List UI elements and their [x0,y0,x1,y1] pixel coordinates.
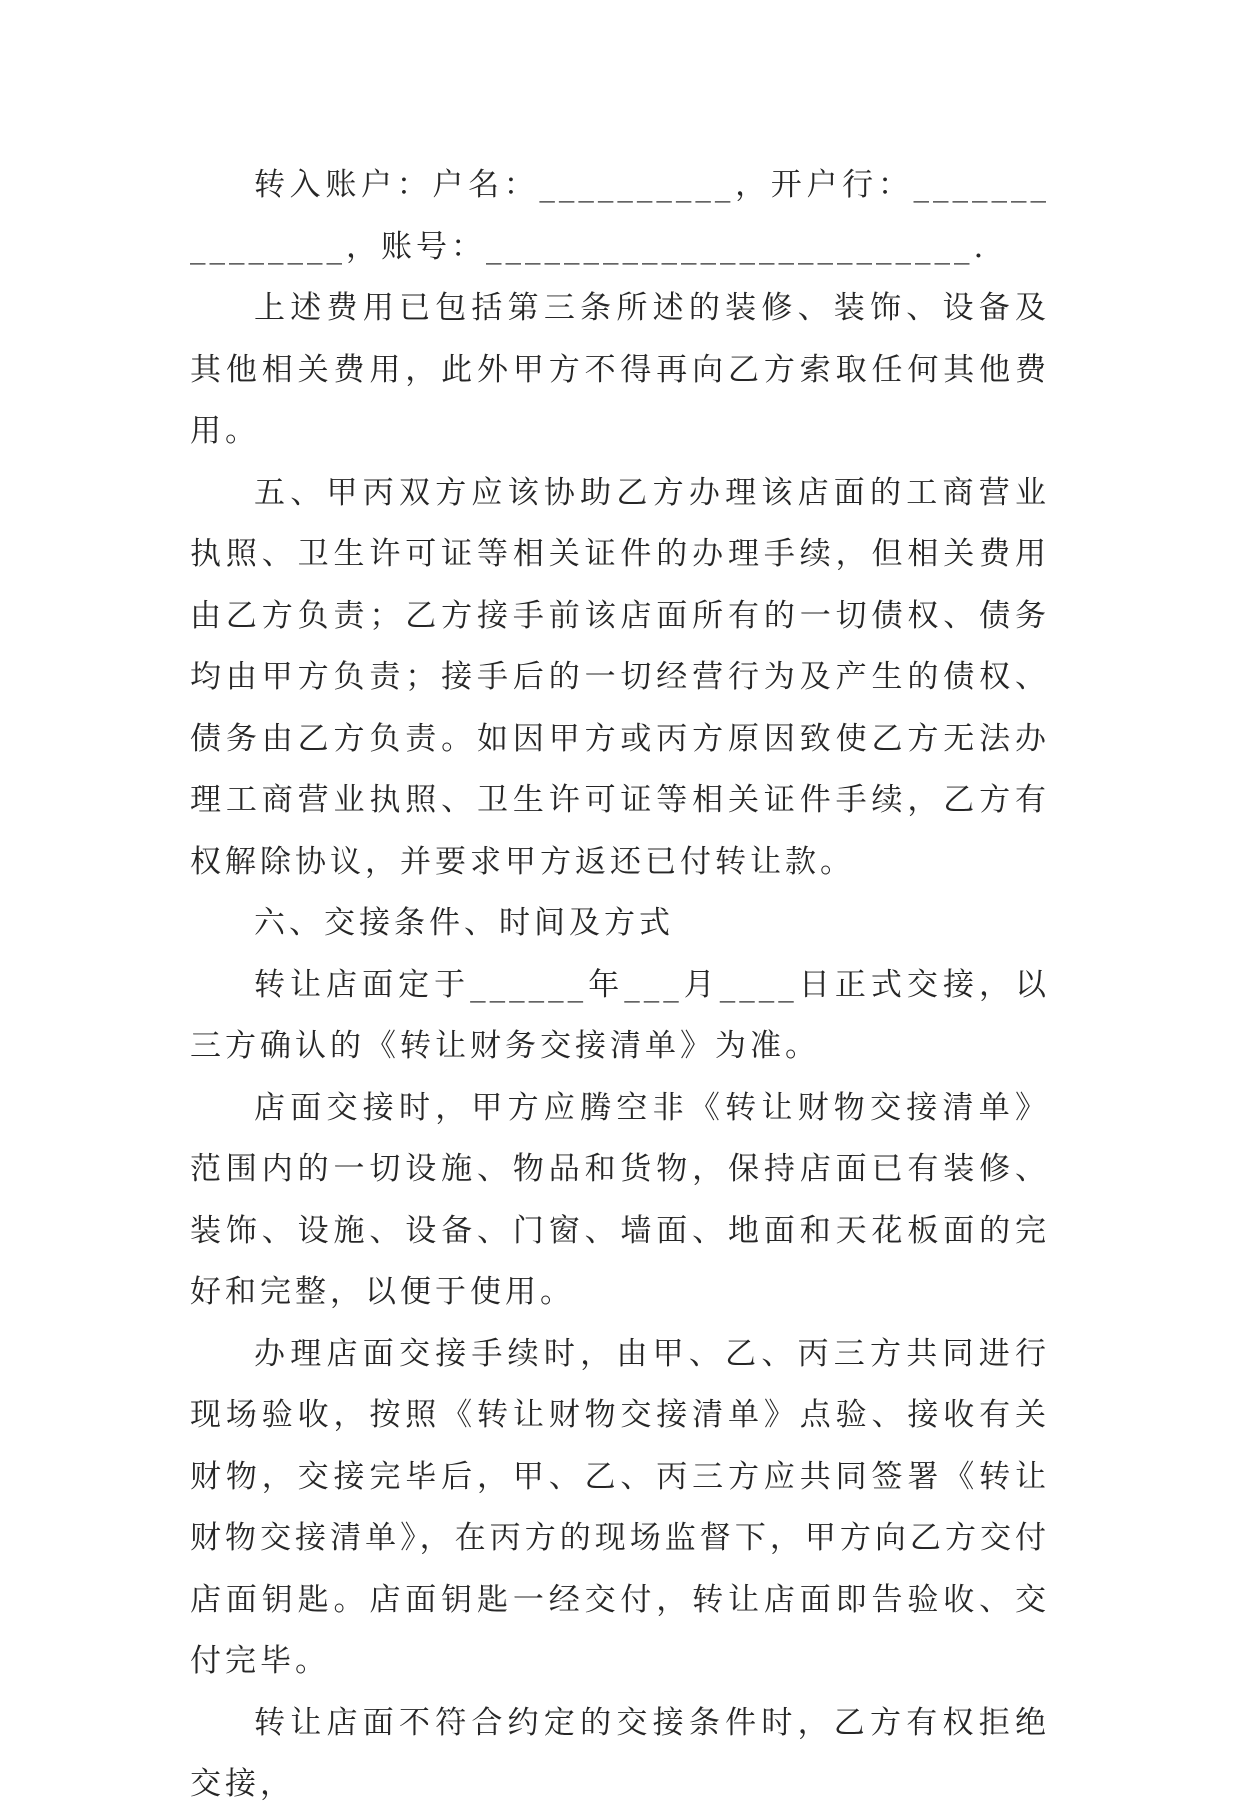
handover-date-paragraph: 转让店面定于______年___月____日正式交接，以三方确认的《转让财务交接清单》为准。 [190,966,1050,1064]
fees-included-paragraph: 上述费用已包括第三条所述的装修、装饰、设备及其他相关费用，此外甲方不得再向乙方索取任何其他费用。 [190,290,1050,449]
clause-five-paragraph: 五、甲丙双方应该协助乙方办理该店面的工商营业执照、卫生许可证等相关证件的办理手续，但相关费用由乙方负责；乙方接手前该店面所有的一切债权、债务均由甲方负责；接手后的一切经营行为及产生的债权、债务由乙方负责。如因甲方或丙方原因致使乙方无法办理工商营业执照、卫生许可证等相关证件手续，乙方有权解除协议，并要求甲方返还已付转让款。 [190,474,1050,880]
account-info-paragraph: 转入账户：户名：__________，开户行：_______________，账号：_________________________. [190,167,1050,265]
refusal-paragraph: 转让店面不符合约定的交接条件时，乙方有权拒绝交接， [190,1704,1050,1802]
clause-six-heading: 六、交接条件、时间及方式 [254,905,674,941]
handover-procedure-paragraph: 办理店面交接手续时，由甲、乙、丙三方共同进行现场验收，按照《转让财物交接清单》点验、接收有关财物，交接完毕后，甲、乙、丙三方应共同签署《转让财物交接清单》，在丙方的现场监督下，甲方向乙方交付店面钥匙。店面钥匙一经交付，转让店面即告验收、交付完毕。 [190,1335,1050,1679]
handover-conditions-paragraph: 店面交接时，甲方应腾空非《转让财物交接清单》范围内的一切设施、物品和货物，保持店面已有装修、装饰、设施、设备、门窗、墙面、地面和天花板面的完好和完整，以便于使用。 [190,1089,1050,1310]
document-body [190,155,1050,1816]
